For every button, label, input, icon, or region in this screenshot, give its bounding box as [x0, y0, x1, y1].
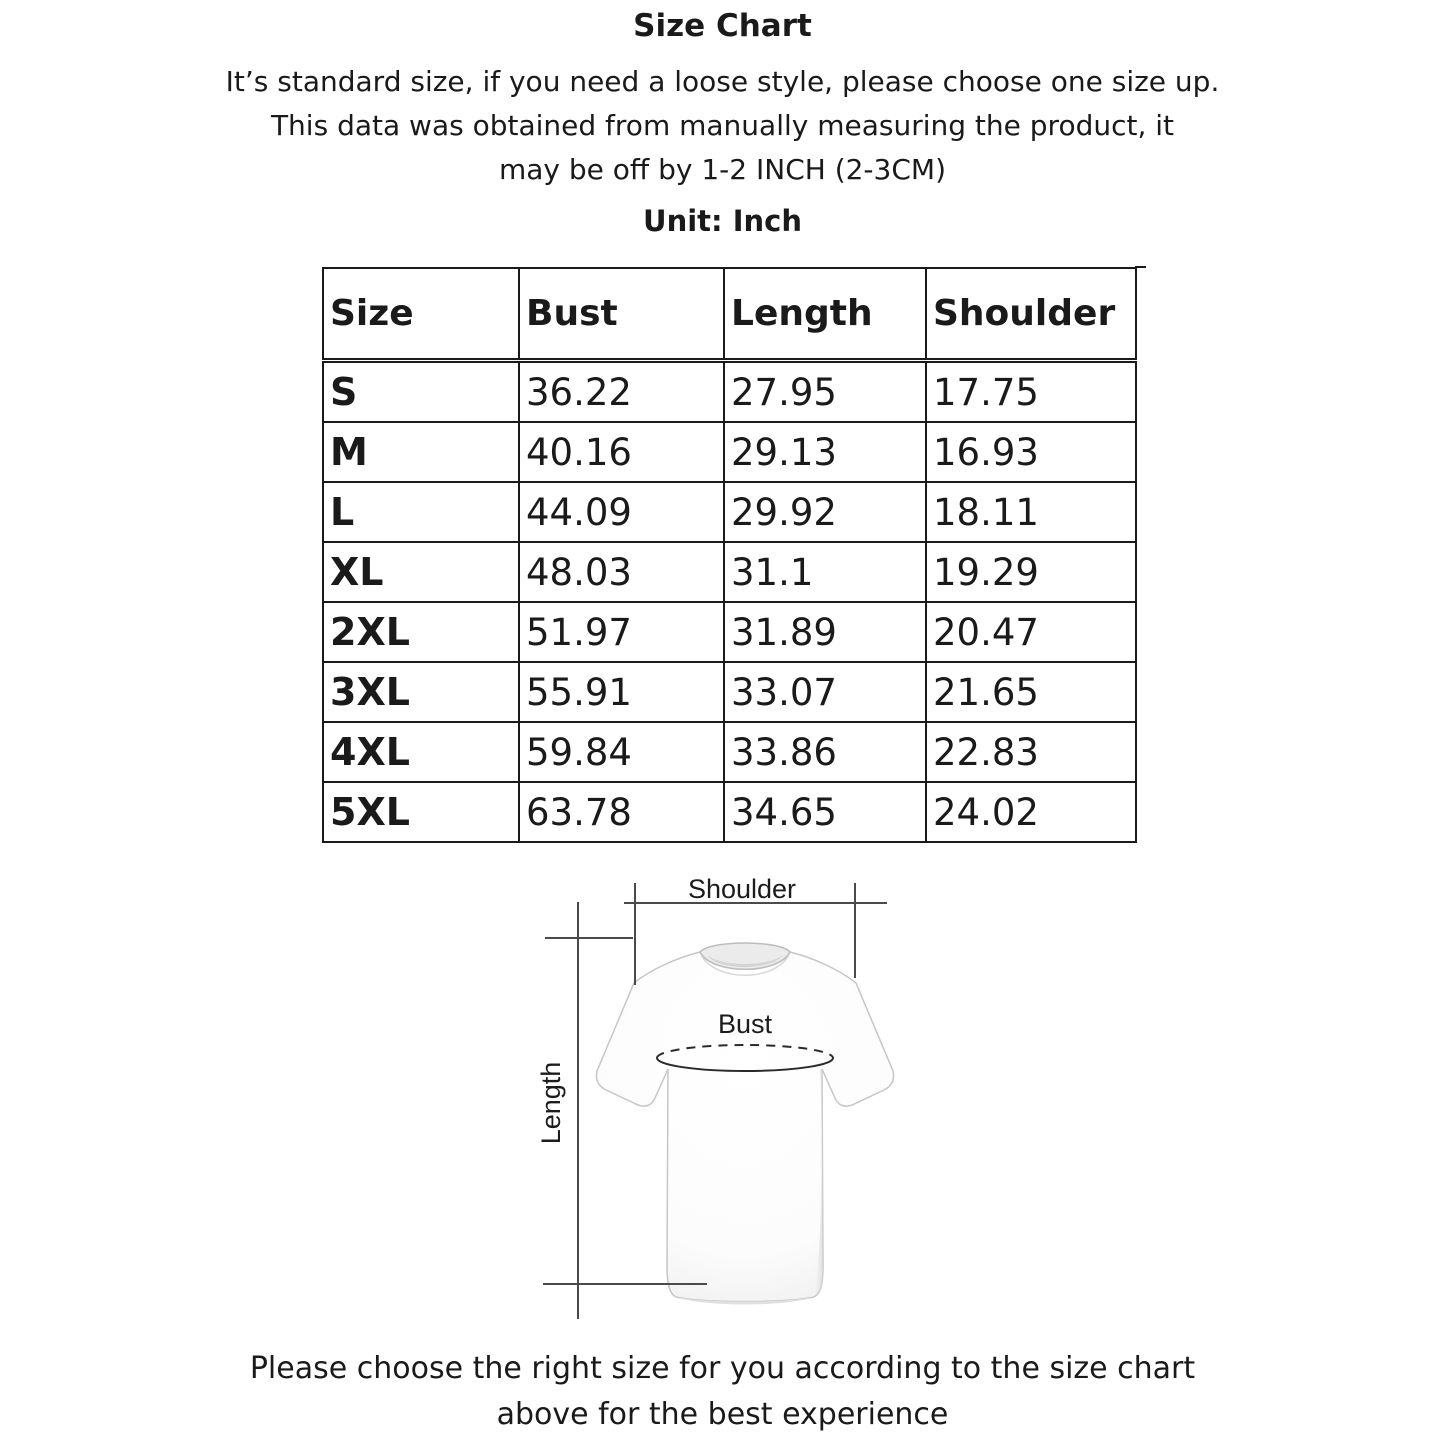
column-header-size: Size — [323, 268, 519, 361]
table-row — [323, 722, 1136, 782]
table-row — [323, 662, 1136, 722]
disclaimer-line: This data was obtained from manually measuring the product, it — [270, 109, 1175, 142]
tshirt-image — [596, 943, 893, 1305]
length-cell: 33.86 — [724, 722, 926, 782]
size-cell: 5XL — [323, 782, 519, 842]
size-cell: 3XL — [323, 662, 519, 722]
shoulder-cell: 16.93 — [926, 422, 1136, 482]
length-cell: 34.65 — [724, 782, 926, 842]
footer-note — [0, 1346, 1445, 1438]
bust-cell: 44.09 — [519, 482, 724, 542]
size-cell: 2XL — [323, 602, 519, 662]
tshirt-body — [596, 952, 893, 1302]
footer-line: above for the best experience — [496, 1397, 949, 1432]
shoulder-cell: 19.29 — [926, 542, 1136, 602]
length-cell: 33.07 — [724, 662, 926, 722]
size-cell: S — [323, 361, 519, 423]
bust-cell: 51.97 — [519, 602, 724, 662]
bust-cell: 63.78 — [519, 782, 724, 842]
shoulder-label: Shoulder — [687, 874, 797, 904]
size-cell: XL — [323, 542, 519, 602]
page-title: Size Chart — [633, 8, 812, 44]
size-table — [322, 267, 1137, 843]
size-cell: L — [323, 482, 519, 542]
table-border-notch — [1135, 266, 1146, 268]
bust-cell: 40.16 — [519, 422, 724, 482]
tshirt-measure-diagram — [530, 870, 990, 1330]
table-row — [323, 782, 1136, 842]
length-cell: 31.1 — [724, 542, 926, 602]
size-disclaimer — [0, 60, 1445, 192]
table-row — [323, 602, 1136, 662]
bust-cell: 59.84 — [519, 722, 724, 782]
bust-cell: 36.22 — [519, 361, 724, 423]
disclaimer-line: It’s standard size, if you need a loose style, please choose one size up. — [225, 65, 1220, 98]
bust-label: Bust — [717, 1009, 773, 1039]
length-label: Length — [536, 1061, 566, 1145]
table-row — [323, 542, 1136, 602]
unit-label: Unit: Inch — [643, 204, 802, 238]
table-row — [323, 361, 1136, 423]
table-header-row — [323, 268, 1136, 361]
size-cell: 4XL — [323, 722, 519, 782]
footer-line: Please choose the right size for you according to the size chart — [249, 1351, 1196, 1386]
length-cell: 27.95 — [724, 361, 926, 423]
shoulder-cell: 20.47 — [926, 602, 1136, 662]
length-cell: 29.92 — [724, 482, 926, 542]
bust-cell: 55.91 — [519, 662, 724, 722]
length-cell: 29.13 — [724, 422, 926, 482]
shoulder-cell: 21.65 — [926, 662, 1136, 722]
shoulder-cell: 22.83 — [926, 722, 1136, 782]
column-header-length: Length — [724, 268, 926, 361]
column-header-bust: Bust — [519, 268, 724, 361]
shoulder-cell: 18.11 — [926, 482, 1136, 542]
length-cell: 31.89 — [724, 602, 926, 662]
size-cell: M — [323, 422, 519, 482]
table-row — [323, 422, 1136, 482]
disclaimer-line: may be off by 1-2 INCH (2-3CM) — [498, 153, 946, 186]
column-header-shoulder: Shoulder — [926, 268, 1136, 361]
shoulder-cell: 24.02 — [926, 782, 1136, 842]
bust-cell: 48.03 — [519, 542, 724, 602]
table-row — [323, 482, 1136, 542]
shoulder-cell: 17.75 — [926, 361, 1136, 423]
